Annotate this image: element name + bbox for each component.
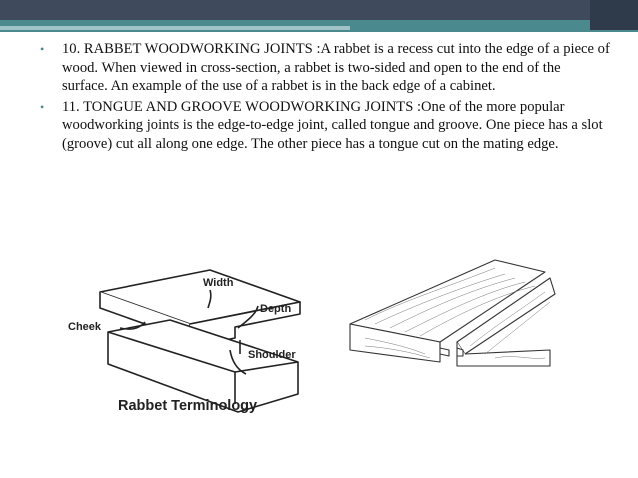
bullet-tongue-groove	[40, 98, 610, 154]
tongue-and-groove-icon	[345, 250, 560, 370]
label-depth: Depth	[260, 303, 292, 315]
label-shoulder: Shoulder	[248, 349, 296, 361]
header-corner-block	[590, 0, 638, 30]
header-light-strip	[0, 26, 350, 30]
rabbet-figure	[60, 262, 320, 422]
header-band	[0, 0, 638, 20]
bullet-text: 10. RABBET WOODWORKING JOINTS :A rabbet is a recess cut into the edge of a piece of wood. When viewed in cross-section, a rabbet is two-sided and open to the end of the surface. An example of the use of a rabbet is in the back edge of a cabinet.	[62, 41, 610, 95]
label-cheek: Cheek	[68, 321, 102, 333]
bullet-rabbet	[40, 40, 610, 96]
bullet-list	[40, 40, 610, 156]
bullet-text: 11. TONGUE AND GROOVE WOODWORKING JOINTS :One of the more popular woodworking joints is the edge-to-edge joint, called tongue and groove. One piece has a slot (groove) cut all along one edge. The other piece has a tongue cut on the mating edge.	[62, 98, 603, 152]
label-width: Width	[203, 277, 234, 289]
bullet-dot-icon: •	[40, 42, 45, 56]
bullet-dot-icon: •	[40, 99, 45, 114]
figure-caption: Rabbet Terminology	[118, 398, 258, 414]
